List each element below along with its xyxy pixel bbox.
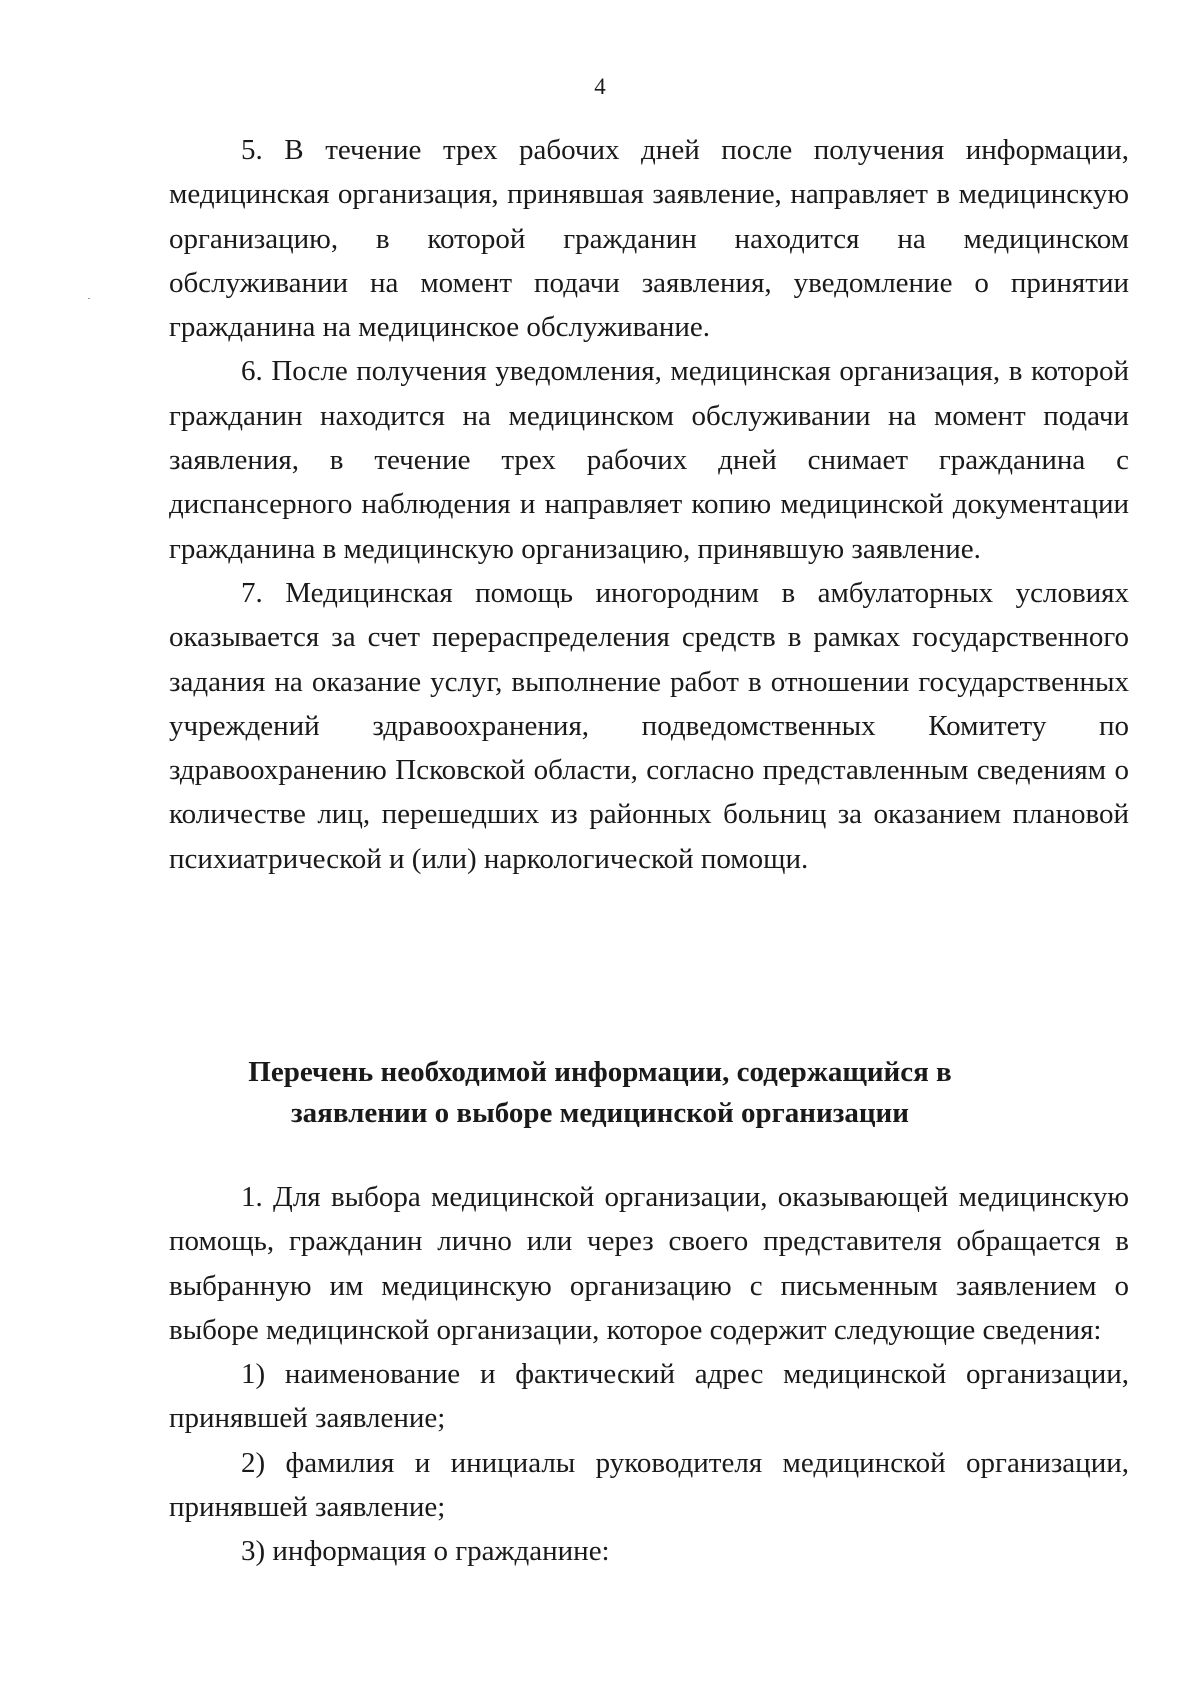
paragraph-6: 6. После получения уведомления, медицинская организация, в которой гражданин находится на медицинском обслуживании на момент подачи заявления, в течение трех рабочих дней снимает гражданина с диспансерного наблюдения и направляет копию медицинской документации гражданина в медицинскую организацию, принявшую заявление. [169, 355, 1129, 565]
list-item-2: 2) фамилия и инициалы руководителя медицинской организации, принявшей заявление; [169, 1446, 1129, 1524]
heading-line-1: Перечень необходимой информации, содержащийся в [248, 1056, 952, 1088]
page-number: 4 [594, 74, 606, 99]
section-body-top [169, 128, 1129, 881]
section-body-bottom [169, 1175, 1129, 1574]
heading-line-2: заявлении о выборе медицинской организации [291, 1097, 909, 1129]
section-heading [0, 1052, 1200, 1134]
paragraph-5: 5. В течение трех рабочих дней после получения информации, медицинская организация, принявшая заявление, направляет в медицинскую организацию, в которой гражданин находится на медицинском обслуживании на момент подачи заявления, уведомление о принятии гражданина на медицинское обслуживание. [169, 134, 1129, 344]
scan-artifact [88, 298, 90, 299]
list-item-3: 3) информация о гражданине: [241, 1535, 610, 1568]
list-item-1: 1) наименование и фактический адрес медицинской организации, принявшей заявление; [169, 1358, 1129, 1435]
paragraph-7: 7. Медицинская помощь иногородним в амбулаторных условиях оказывается за счет перераспределения средств в рамках государственного задания на оказание услуг, выполнение работ в отношении государственных учреждений здравоохранения, подведомственных Комитету по здравоохранению Псковской области, согласно представленным сведениям о количестве лиц, перешедших из районных больниц за оказанием плановой психиатрической и (или) наркологической помощи. [169, 576, 1129, 875]
paragraph-1: 1. Для выбора медицинской организации, оказывающей медицинскую помощь, гражданин лично или через своего представителя обращается в выбранную им медицинскую организацию с письменным заявлением о выборе медицинской организации, которое содержит следующие сведения: [169, 1181, 1129, 1346]
